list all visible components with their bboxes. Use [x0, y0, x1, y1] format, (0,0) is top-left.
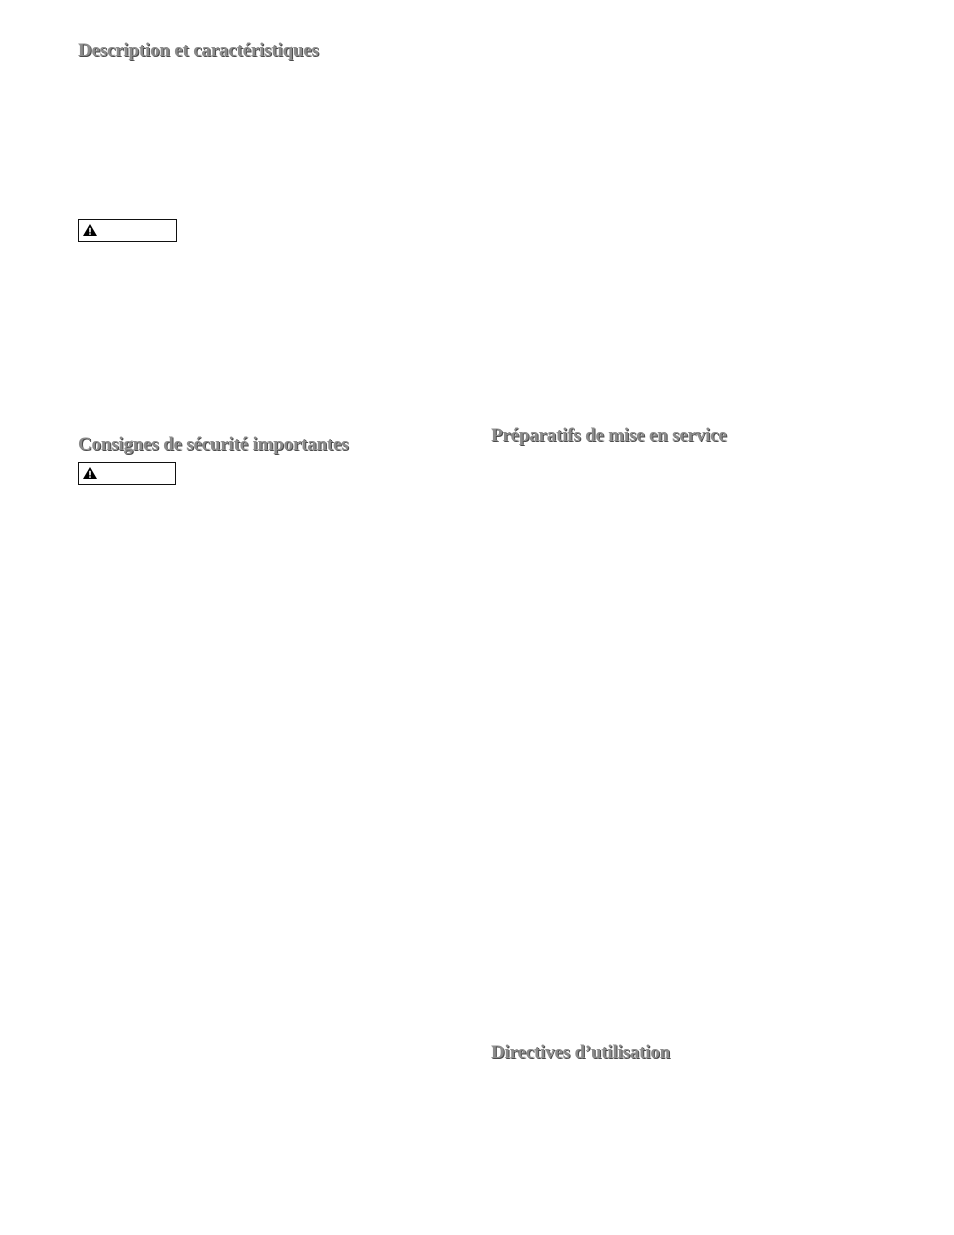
- warning-triangle-icon: [83, 467, 97, 479]
- warning-label-box: [78, 219, 177, 242]
- heading-directions: Directives d’utilisation: [491, 1042, 671, 1063]
- heading-safety: Consignes de sécurité importantes: [78, 434, 349, 455]
- warning-label-box: [78, 462, 176, 485]
- heading-preparation: Préparatifs de mise en service: [491, 425, 727, 446]
- warning-triangle-icon: [83, 224, 97, 236]
- heading-description: Description et caractéristiques: [78, 40, 319, 61]
